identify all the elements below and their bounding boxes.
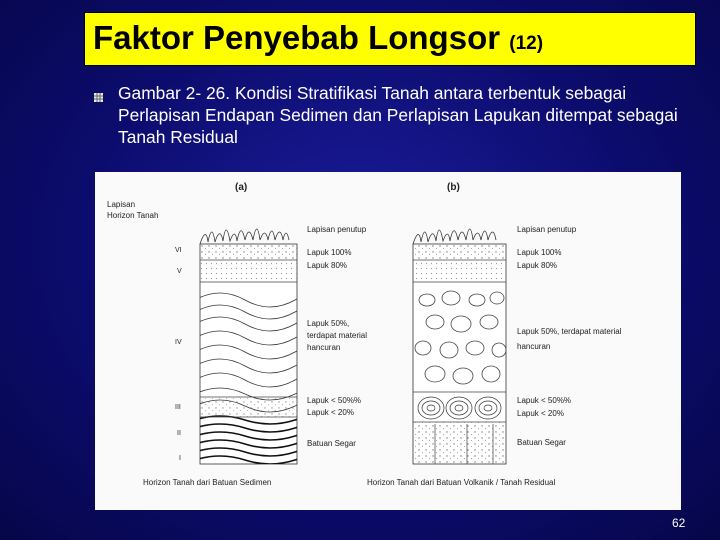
label-a-item: Lapuk 80% [307,261,348,270]
label-b-item: Lapuk < 50%% [517,396,572,405]
soil-column-b [413,229,506,464]
caption-a: Horizon Tanah dari Batuan Sedimen [143,478,272,487]
page-number: 62 [672,516,686,530]
horizon-label: VI [175,247,182,254]
label-a-item: Lapisan penutup [307,225,367,234]
soil-stratification-figure [95,172,681,510]
horizon-label: V [177,268,182,275]
label-a: (a) [235,182,248,193]
label-b-item: Batuan Segar [517,438,566,447]
title-box [84,12,696,66]
left-header-2: Horizon Tanah [107,211,159,220]
label-a-item: terdapat material [307,331,368,340]
label-a-item: Lapuk 100% [307,248,352,257]
slide-title [93,19,543,57]
label-a-item: hancuran [307,343,341,352]
bullet-text: Gambar 2- 26. Kondisi Stratifikasi Tanah antara terbentuk sebagai Perlapisan Endapan Sedimen dan Perlapisan Lapukan ditempat sebagai Tanah Residual [118,83,678,147]
slide-title-suffix: (12) [509,33,544,54]
label-b-item: Lapuk 100% [517,248,562,257]
bullet-icon [94,93,103,102]
label-a-item: Batuan Segar [307,439,356,448]
figure-drawing [95,172,681,510]
label-b-item: Lapuk < 20% [517,409,564,418]
horizon-label: IV [175,339,182,346]
label-b: (b) [447,182,460,193]
left-header-1: Lapisan [107,200,136,209]
horizon-label: II [177,430,181,437]
label-b-item: Lapuk 50%, terdapat material [517,327,622,336]
caption-b: Horizon Tanah dari Batuan Volkanik / Tanah Residual [367,478,556,487]
label-b-item: Lapuk 80% [517,261,558,270]
label-b-item: Lapisan penutup [517,225,577,234]
label-a-item: Lapuk 50%, [307,319,350,328]
label-a-item: Lapuk < 20% [307,408,354,417]
horizon-label: I [179,455,181,462]
horizon-label: III [175,404,181,411]
label-a-item: Lapuk < 50%% [307,396,362,405]
slide-title-text: Faktor Penyebab Longsor [93,19,501,56]
label-b-item: hancuran [517,342,551,351]
